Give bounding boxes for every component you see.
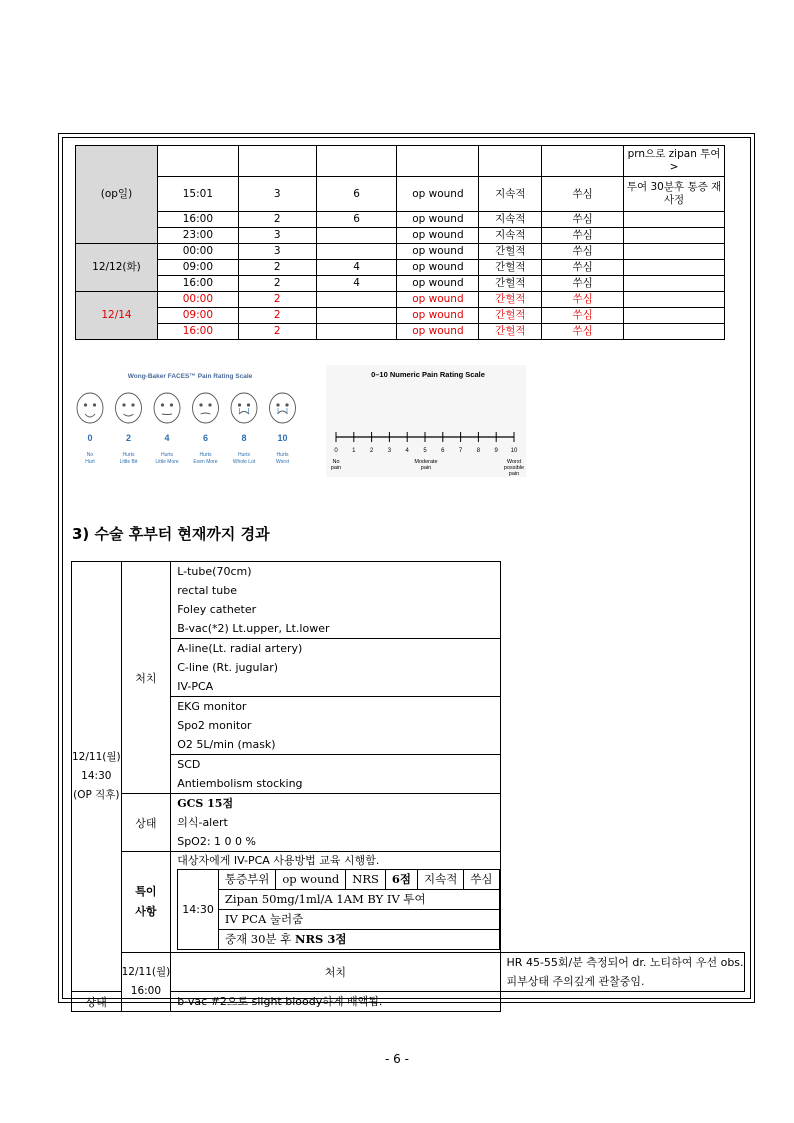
pain-note bbox=[624, 308, 725, 324]
treat-line: B-vac(*2) Lt.upper, Lt.lower bbox=[177, 622, 330, 635]
pain-nrs: 2 bbox=[238, 276, 316, 292]
entry1-time: 14:30 bbox=[81, 770, 112, 782]
pain-time: 16:00 bbox=[157, 276, 238, 292]
nrs-tick-label: 4 bbox=[405, 448, 409, 454]
treat-line: Spo2 monitor bbox=[177, 719, 252, 732]
nrs-label: NRS bbox=[346, 870, 386, 890]
pain-pattern: 간헐적 bbox=[479, 308, 542, 324]
face-number: 6 bbox=[202, 433, 209, 443]
treat-group-3 bbox=[171, 697, 500, 755]
treat-group-4 bbox=[171, 755, 500, 794]
face-number: 8 bbox=[241, 433, 247, 443]
nrs-tick-label: 5 bbox=[423, 448, 427, 454]
pain-loc: op wound bbox=[397, 260, 479, 276]
pain-val bbox=[316, 292, 397, 308]
entry2-datetime bbox=[121, 953, 171, 1012]
face-label: Hurts bbox=[199, 452, 212, 458]
entry2-treat-label: 처치 bbox=[171, 953, 500, 992]
pain-val: 6 bbox=[316, 177, 397, 212]
pain-note: 투여 30분후 통증 재사정 bbox=[624, 177, 725, 212]
pain-pattern: 지속적 bbox=[417, 870, 463, 890]
pain-time: 09:00 bbox=[157, 260, 238, 276]
entry1-special bbox=[171, 852, 500, 953]
treat-line: SCD bbox=[177, 758, 201, 771]
page-number: - 6 - bbox=[385, 1052, 409, 1066]
pain-nrs: 2 bbox=[238, 324, 316, 340]
pain-loc: op wound bbox=[397, 244, 479, 260]
face-label: Hurt bbox=[85, 459, 95, 465]
empty-cell bbox=[542, 146, 624, 177]
pain-time: 23:00 bbox=[157, 228, 238, 244]
pain-loc: op wound bbox=[397, 276, 479, 292]
nrs-label-left: No pain bbox=[330, 459, 342, 471]
pain-type: 쑤심 bbox=[542, 308, 624, 324]
empty-cell bbox=[479, 146, 542, 177]
reassess-line bbox=[218, 930, 499, 950]
nrs-label-right: Worst possible pain bbox=[503, 459, 525, 477]
numeric-pain-rating-scale bbox=[326, 365, 526, 477]
entry2-status-label: 상태 bbox=[72, 992, 122, 1012]
pain-nrs: 2 bbox=[238, 308, 316, 324]
treat-line: HR 45-55회/분 측정되어 dr. 노티하여 우선 obs. bbox=[506, 956, 744, 969]
special-intro: 대상자에게 IV-PCA 사용방법 교육 시행함. bbox=[177, 854, 380, 867]
pain-pattern: 지속적 bbox=[479, 228, 542, 244]
empty-cell bbox=[157, 146, 238, 177]
date-cell: 12/14 bbox=[76, 292, 158, 340]
status-consciousness: 의식-alert bbox=[177, 816, 228, 829]
pain-time: 00:00 bbox=[157, 292, 238, 308]
pain-type: 쑤심 bbox=[542, 228, 624, 244]
pain-loc: op wound bbox=[397, 292, 479, 308]
medication-line: Zipan 50mg/1ml/A 1AM BY IV 투여 bbox=[218, 890, 499, 910]
treat-line: Antiembolism stocking bbox=[177, 777, 303, 790]
status-gcs: GCS 15점 bbox=[177, 797, 234, 810]
pain-time: 09:00 bbox=[157, 308, 238, 324]
treat-line: rectal tube bbox=[177, 584, 237, 597]
nrs-tick-label: 7 bbox=[458, 448, 463, 454]
entry1-datetime bbox=[72, 562, 122, 992]
treat-line: EKG monitor bbox=[177, 700, 247, 713]
pain-note bbox=[624, 292, 725, 308]
treat-group-2 bbox=[171, 639, 500, 697]
nrs-tick-label: 6 bbox=[441, 448, 445, 454]
face-label: Little More bbox=[155, 459, 179, 465]
nrs-tick-label: 8 bbox=[476, 448, 481, 454]
status-spo2: SpO2: 1 0 0 % bbox=[177, 835, 256, 848]
pain-type: 쑤심 bbox=[542, 292, 624, 308]
pain-note bbox=[624, 228, 725, 244]
face-label: Worst bbox=[276, 459, 289, 465]
pain-nrs: 2 bbox=[238, 260, 316, 276]
entry1-note: (OP 직후) bbox=[73, 789, 120, 801]
date-cell: (op일) bbox=[76, 146, 158, 244]
postop-course-table bbox=[71, 561, 745, 1012]
special-time: 14:30 bbox=[178, 870, 219, 950]
face-number: 0 bbox=[87, 433, 93, 443]
special-label-1: 특이 bbox=[135, 885, 157, 898]
date-cell: 12/12(화) bbox=[76, 244, 158, 292]
pain-time: 15:01 bbox=[157, 177, 238, 212]
face-label: Even More bbox=[193, 459, 218, 465]
face-number: 4 bbox=[164, 433, 170, 443]
nrs-tick-label: 0 bbox=[334, 448, 338, 454]
pain-nrs: 3 bbox=[238, 228, 316, 244]
pain-pattern: 지속적 bbox=[479, 212, 542, 228]
pain-pattern: 간헐적 bbox=[479, 244, 542, 260]
nrs-tick-label: 2 bbox=[369, 448, 374, 454]
entry1-status-label: 상태 bbox=[121, 794, 171, 852]
face-label: Hurts bbox=[238, 452, 250, 458]
pain-loc: op wound bbox=[397, 212, 479, 228]
pain-pattern: 간헐적 bbox=[479, 276, 542, 292]
pain-val: 6 bbox=[316, 212, 397, 228]
treat-line: A-line(Lt. radial artery) bbox=[177, 642, 303, 655]
entry1-special-label bbox=[121, 852, 171, 953]
pain-note bbox=[624, 260, 725, 276]
face-label: Whole Lot bbox=[232, 459, 256, 465]
pain-note bbox=[624, 212, 725, 228]
face-label: Hurts bbox=[122, 452, 135, 458]
special-detail-table bbox=[177, 869, 499, 950]
nrs-title: 0–10 Numeric Pain Rating Scale bbox=[371, 370, 485, 379]
reassess-text: 중재 30분 후 bbox=[224, 932, 295, 946]
treat-line: C-line (Rt. jugular) bbox=[177, 661, 279, 674]
pca-line: IV PCA 눌러줌 bbox=[218, 910, 499, 930]
empty-cell bbox=[238, 146, 316, 177]
pain-pattern: 간헐적 bbox=[479, 324, 542, 340]
section-heading: 3) 수술 후부터 현재까지 경과 bbox=[72, 525, 270, 543]
treat-line: O2 5L/min (mask) bbox=[177, 738, 276, 751]
pain-note bbox=[624, 324, 725, 340]
nrs-score: 6점 bbox=[385, 870, 417, 890]
entry1-date: 12/11(월) bbox=[72, 751, 121, 763]
pain-type: 쑤심 bbox=[542, 276, 624, 292]
pain-time: 16:00 bbox=[157, 212, 238, 228]
nrs-tick-label: 9 bbox=[494, 448, 498, 454]
nrs-tick-label: 3 bbox=[387, 448, 392, 454]
pain-val bbox=[316, 308, 397, 324]
pain-val bbox=[316, 324, 397, 340]
treat-line: L-tube(70cm) bbox=[177, 565, 252, 578]
pain-type: 쑤심 bbox=[542, 244, 624, 260]
face-label: No bbox=[86, 452, 94, 458]
pain-val: 4 bbox=[316, 260, 397, 276]
pain-loc: op wound bbox=[397, 324, 479, 340]
treat-line: 피부상태 주의깊게 관찰중임. bbox=[506, 975, 645, 988]
treat-group-1 bbox=[171, 562, 500, 639]
header-note: prn으로 zipan 투여> bbox=[624, 146, 725, 177]
nrs-label-left-1: No bbox=[332, 459, 340, 465]
nrs-tick-label: 10 bbox=[510, 448, 518, 454]
nrs-label-mid: Moderate pain bbox=[414, 459, 438, 471]
pain-val bbox=[316, 244, 397, 260]
pain-assessment-table bbox=[75, 145, 725, 340]
pain-site: op wound bbox=[276, 870, 346, 890]
pain-nrs: 3 bbox=[238, 177, 316, 212]
treat-line: IV-PCA bbox=[177, 680, 214, 693]
face-label: Hurts bbox=[161, 452, 173, 458]
pain-pattern: 간헐적 bbox=[479, 292, 542, 308]
pain-nrs: 2 bbox=[238, 292, 316, 308]
entry1-status bbox=[171, 794, 500, 852]
face-label: Little Bit bbox=[119, 459, 138, 465]
wong-baker-faces-scale bbox=[66, 363, 300, 475]
pain-pattern: 간헐적 bbox=[479, 260, 542, 276]
entry2-date: 12/11(월) bbox=[121, 966, 171, 978]
pain-note bbox=[624, 244, 725, 260]
pain-nrs: 3 bbox=[238, 244, 316, 260]
entry2-status: b-vac #2으로 slight bloody하게 배액됨. bbox=[171, 992, 500, 1012]
pain-val bbox=[316, 228, 397, 244]
special-label-2: 사항 bbox=[135, 905, 157, 918]
face-number: 2 bbox=[125, 433, 132, 443]
pain-type: 쑤심 bbox=[542, 177, 624, 212]
nrs-tick-label: 1 bbox=[352, 448, 356, 454]
entry2-time: 16:00 bbox=[130, 985, 162, 997]
reassess-score: NRS 3점 bbox=[294, 932, 347, 946]
pain-type: 쑤심 bbox=[542, 260, 624, 276]
pain-type: 쑤심 bbox=[542, 324, 624, 340]
pain-type: 쑤심 bbox=[464, 870, 499, 890]
empty-cell bbox=[316, 146, 397, 177]
pain-site-label: 통증부위 bbox=[218, 870, 275, 890]
treat-line: Foley catheter bbox=[177, 603, 257, 616]
pain-loc: op wound bbox=[397, 177, 479, 212]
pain-loc: op wound bbox=[397, 228, 479, 244]
pain-nrs: 2 bbox=[238, 212, 316, 228]
pain-val: 4 bbox=[316, 276, 397, 292]
face-number: 10 bbox=[277, 433, 288, 443]
pain-type: 쑤심 bbox=[542, 212, 624, 228]
face-label: Hurts bbox=[276, 452, 289, 458]
pain-time: 16:00 bbox=[157, 324, 238, 340]
pain-loc: op wound bbox=[397, 308, 479, 324]
entry2-treat bbox=[500, 953, 744, 992]
pain-time: 00:00 bbox=[157, 244, 238, 260]
wong-baker-title: Wong-Baker FACES™ Pain Rating Scale bbox=[127, 373, 253, 380]
pain-pattern: 지속적 bbox=[479, 177, 542, 212]
entry1-treat-label: 처치 bbox=[121, 562, 171, 794]
empty-cell bbox=[397, 146, 479, 177]
pain-note bbox=[624, 276, 725, 292]
